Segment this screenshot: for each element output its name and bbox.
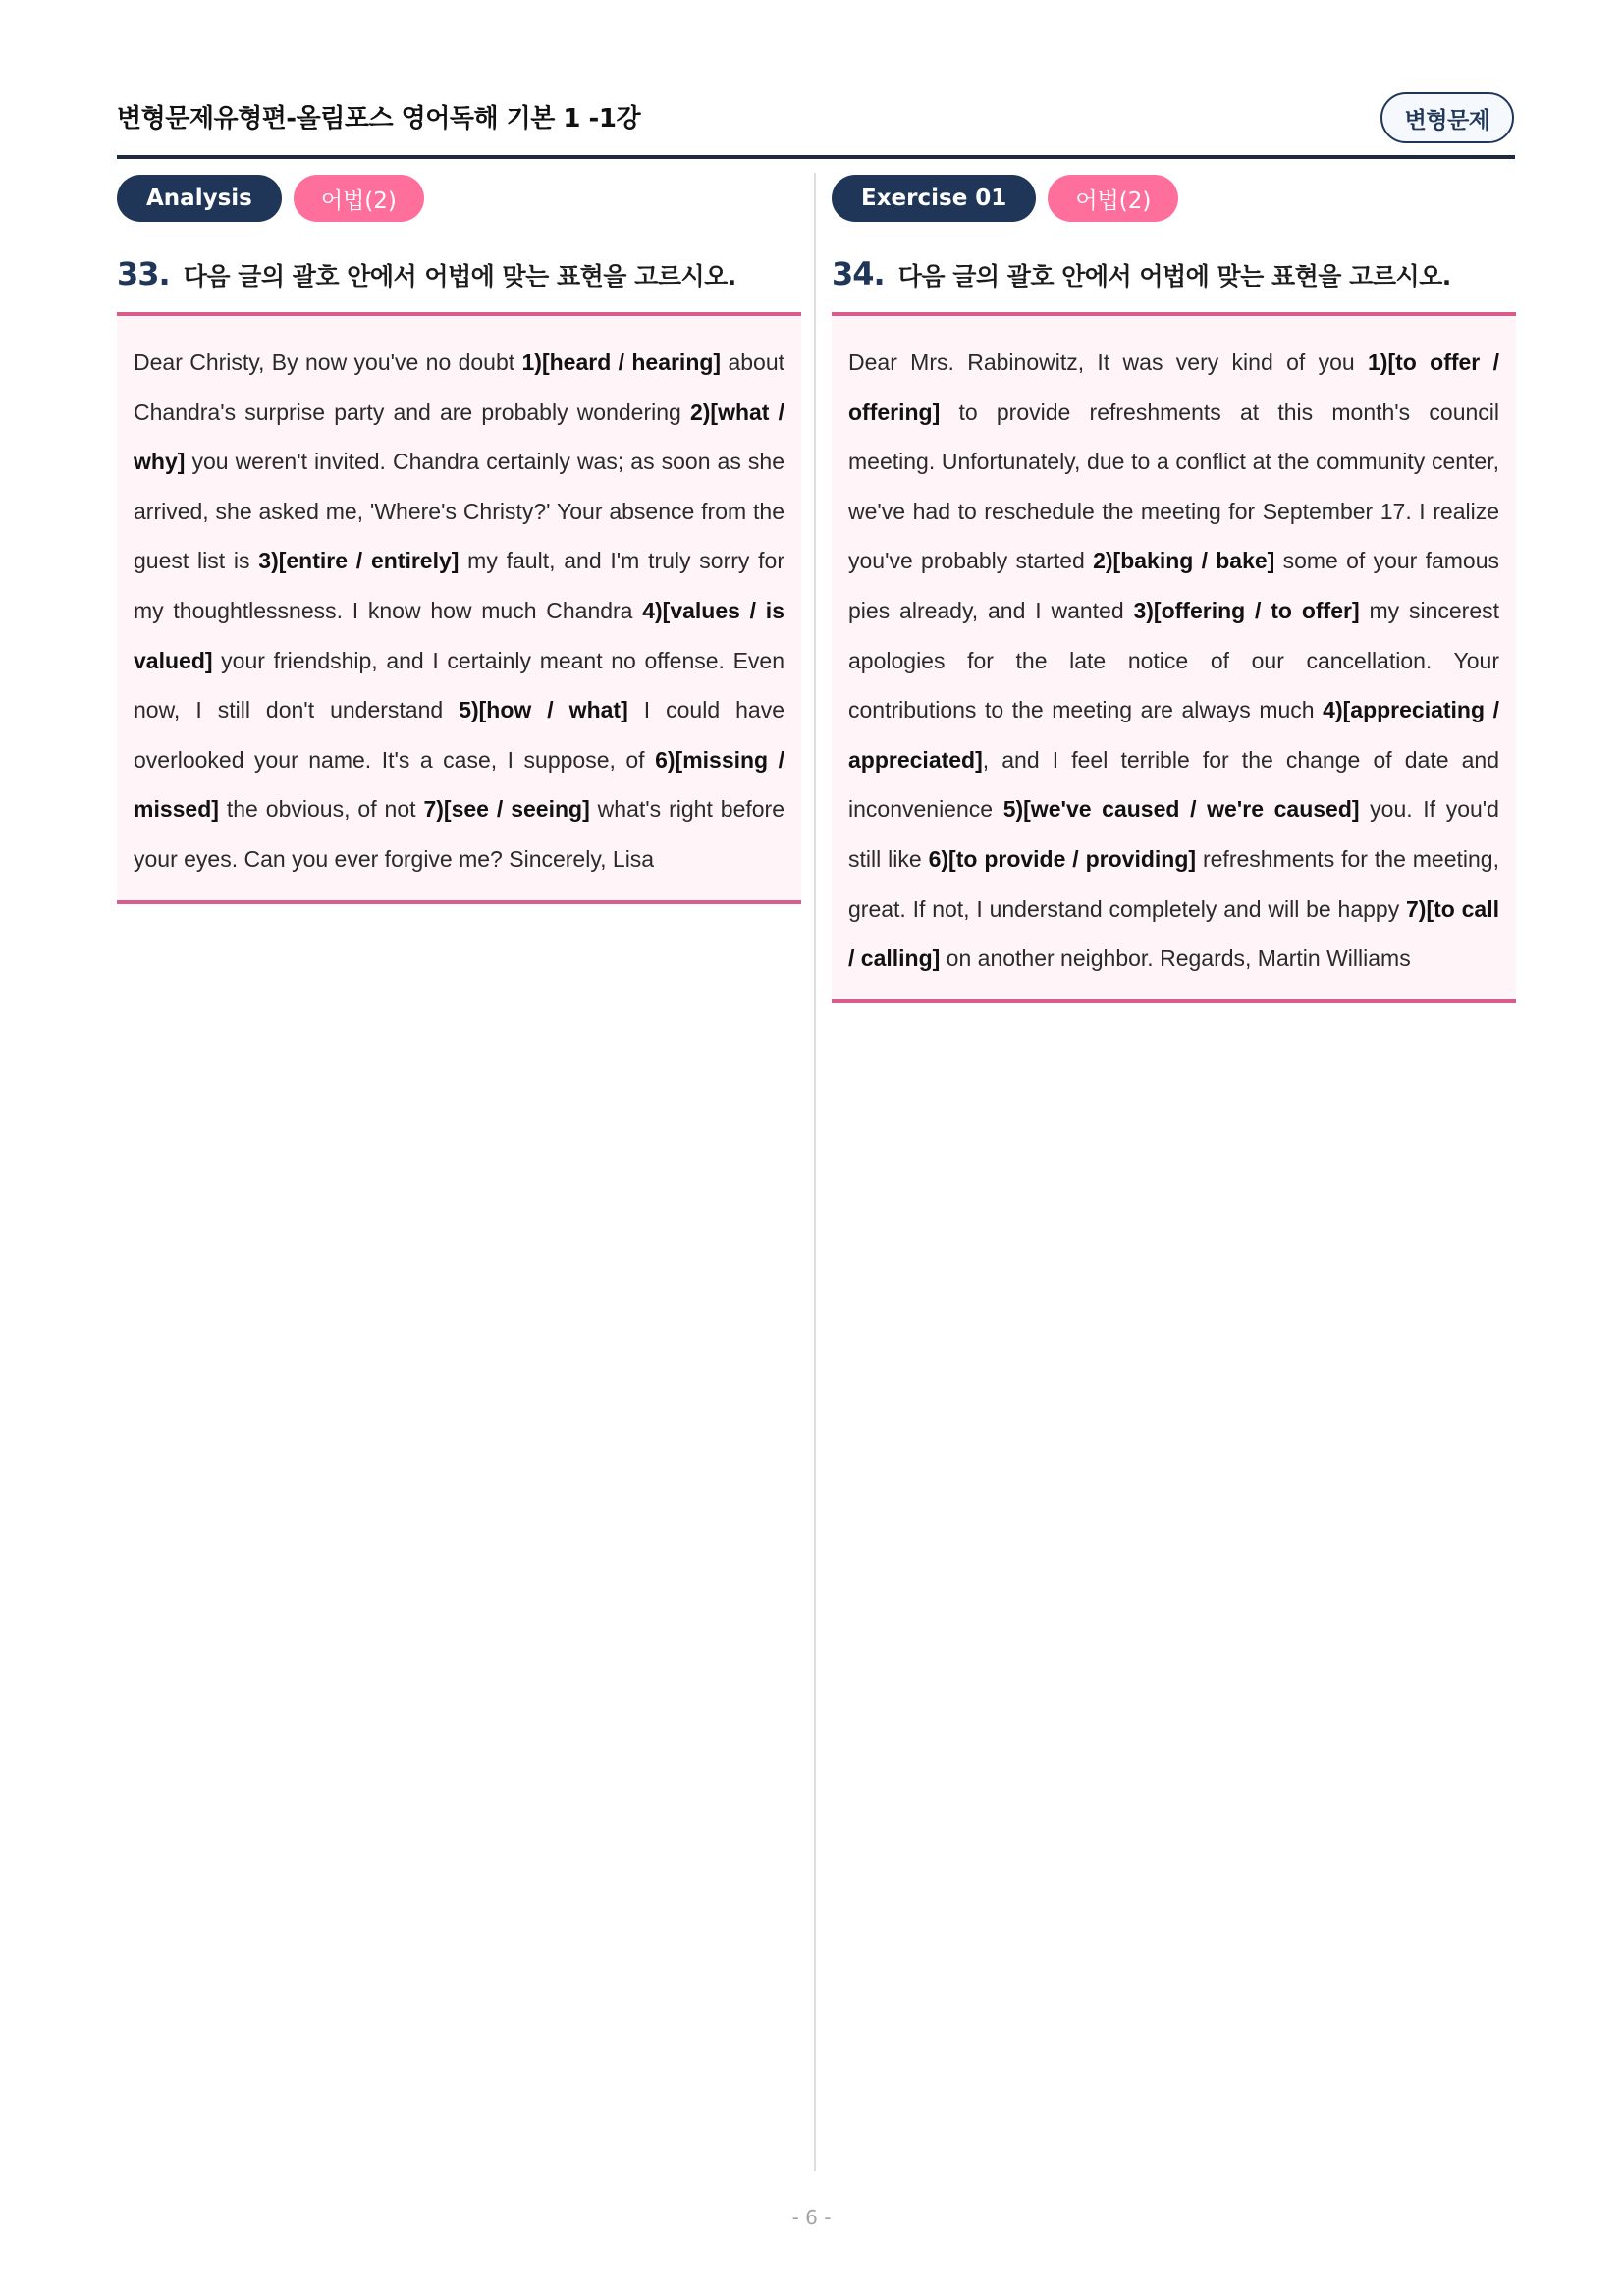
question-heading (832, 255, 1516, 298)
answer-choice: 2)[what / why] (134, 399, 784, 475)
passage-box (832, 312, 1516, 1003)
answer-choice: 7)[see / seeing] (423, 796, 590, 823)
question-heading (117, 255, 801, 298)
question-instruction: 다음 글의 괄호 안에서 어법에 맞는 표현을 고르시오. (897, 262, 1451, 291)
grammar-tag: 어법(2) (1048, 175, 1178, 222)
header-divider (117, 155, 1515, 159)
answer-choice: 3)[entire / entirely] (258, 548, 460, 574)
answer-choice: 3)[offering / to offer] (1133, 597, 1360, 623)
right-column (832, 175, 1516, 1003)
answer-choice: 7)[to call / calling] (848, 895, 1499, 972)
answer-choice: 5)[we've caused / we're caused] (1002, 796, 1360, 823)
left-column (117, 175, 801, 904)
passage-box (117, 312, 801, 904)
passage-text: Dear Mrs. Rabinowitz, It was very kind of you 1)[to offer / offering] to provide refreshments at this month's council meeting. Unfortunately, due to a conflict at the community center, we've had to reschedule the meeting for September 17. I realize you've probably started 2)[baking / bake] some of your famous pies already, and I wanted 3)[offering / to offer] my sincerest apologies for the late notice of our cancellation. Your contributions to the meeting are always much 4)[appreciating / appreciated], and I feel terrible for the change of date and inconvenience 5)[we've caused / we're caused] you. If you'd still like 6)[to provide / providing] refreshments for the meeting, great. If not, I understand completely and will be happy 7)[to call / calling] on another neighbor. Regards, Martin Williams (848, 349, 1499, 972)
question-number: 34. (832, 255, 885, 293)
answer-choice: 6)[to provide / providing] (928, 845, 1197, 872)
question-instruction: 다음 글의 괄호 안에서 어법에 맞는 표현을 고르시오. (183, 262, 736, 291)
answer-choice: 1)[heard / hearing] (521, 349, 722, 375)
grammar-tag: 어법(2) (294, 175, 424, 222)
page-number: - 6 - (791, 2206, 832, 2229)
answer-choice: 1)[to offer / offering] (848, 349, 1499, 425)
passage-text: Dear Christy, By now you've no doubt 1)[heard / hearing] about Chandra's surprise party and are probably wondering 2)[what / why] you weren't invited. Chandra certainly was; as soon as she arrived, she asked me, 'Where's Christy?' Your absence from the guest list is 3)[entire / entirely] my fault, and I'm truly sorry for my thoughtlessness. I know how much Chandra 4)[values / is valued] your friendship, and I certainly meant no offense. Even now, I still don't understand 5)[how / what] I could have overlooked your name. It's a case, I suppose, of 6)[missing / missed] the obvious, of not 7)[see / seeing] what's right before your eyes. Can you ever forgive me? Sincerely, Lisa (134, 349, 785, 872)
left-label-row (117, 175, 801, 222)
answer-choice: 6)[missing / missed] (134, 746, 784, 823)
question-number: 33. (117, 255, 170, 293)
analysis-label: Analysis (117, 175, 282, 222)
category-badge: 변형문제 (1380, 92, 1514, 143)
document-title: 변형문제유형편-올림포스 영어독해 기본 1 -1강 (117, 104, 641, 133)
answer-choice: 4)[appreciating / appreciated] (848, 697, 1499, 773)
answer-choice: 5)[how / what] (459, 697, 628, 723)
column-divider (814, 173, 816, 2171)
answer-choice: 4)[values / is valued] (134, 597, 784, 673)
answer-choice: 2)[baking / bake] (1093, 548, 1275, 574)
right-label-row (832, 175, 1516, 222)
exercise-label: Exercise 01 (832, 175, 1036, 222)
